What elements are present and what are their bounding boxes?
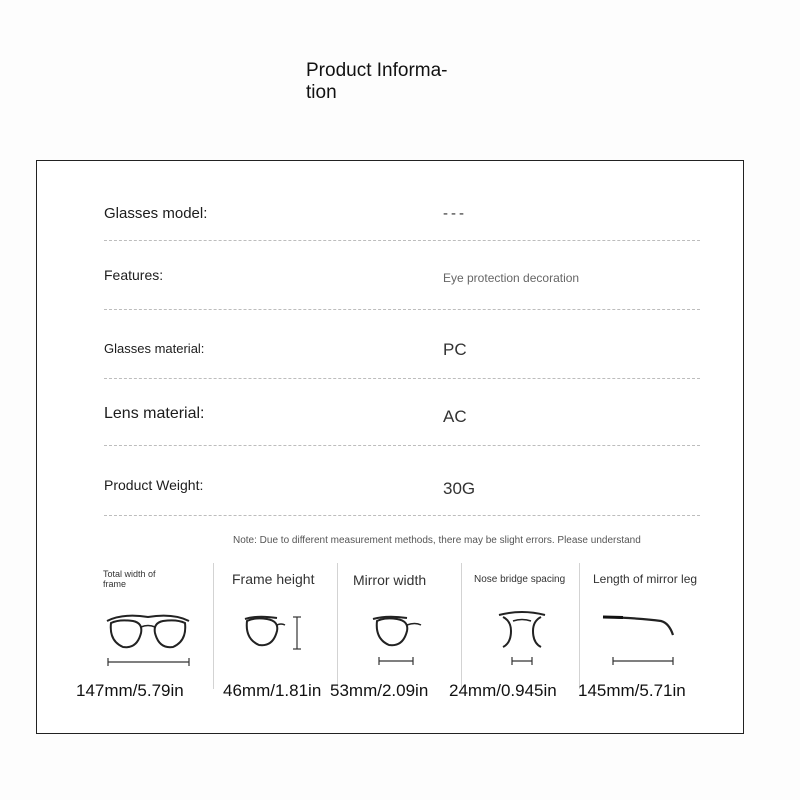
spec-value-glasses-model: --- — [443, 205, 467, 222]
glasses-total-width-icon — [103, 605, 193, 669]
dimension-label-mirror-leg: Length of mirror leg — [593, 572, 698, 586]
dimension-value-nose-bridge: 24mm/0.945in — [449, 681, 557, 700]
dimension-label-mirror-width: Mirror width — [353, 572, 427, 588]
spec-label-glasses-model: Glasses model: — [104, 205, 208, 222]
divider — [104, 378, 700, 379]
spec-label-glasses-material: Glasses material: — [104, 341, 205, 356]
spec-value-glasses-material: PC — [443, 340, 467, 359]
page-title: Product Informa- tion — [306, 60, 448, 103]
dimension-value-total-width: 147mm/5.79in — [76, 681, 184, 700]
column-divider — [461, 563, 462, 689]
column-divider — [213, 563, 214, 689]
dimension-label-total-width: Total width of frame — [103, 569, 156, 589]
product-info-card — [36, 160, 744, 734]
divider — [104, 515, 700, 516]
dimension-value-mirror-leg: 145mm/5.71in — [578, 681, 686, 700]
column-divider — [579, 563, 580, 689]
divider — [104, 445, 700, 446]
dimension-value-frame-height: 46mm/1.81in — [223, 681, 322, 700]
divider — [104, 240, 700, 241]
glasses-bridge-icon — [497, 601, 547, 667]
spec-label-lens-material: Lens material: — [104, 405, 205, 422]
spec-label-product-weight: Product Weight: — [104, 477, 204, 493]
measurement-note: Note: Due to different measurement methods, there may be slight errors. Please understand — [233, 535, 641, 546]
dimension-label-nose-bridge: Nose bridge spacing — [474, 574, 566, 585]
spec-value-product-weight: 30G — [443, 479, 476, 498]
column-divider — [337, 563, 338, 689]
glasses-lens-width-icon — [367, 605, 437, 669]
dimension-label-frame-height: Frame height — [232, 571, 315, 587]
glasses-frame-height-icon — [237, 605, 307, 655]
dimension-value-mirror-width: 53mm/2.09in — [330, 681, 429, 700]
spec-label-features: Features: — [104, 267, 164, 283]
divider — [104, 309, 700, 310]
spec-value-lens-material: AC — [443, 407, 467, 426]
glasses-temple-icon — [599, 601, 685, 667]
spec-value-features: Eye protection decoration — [443, 271, 580, 285]
